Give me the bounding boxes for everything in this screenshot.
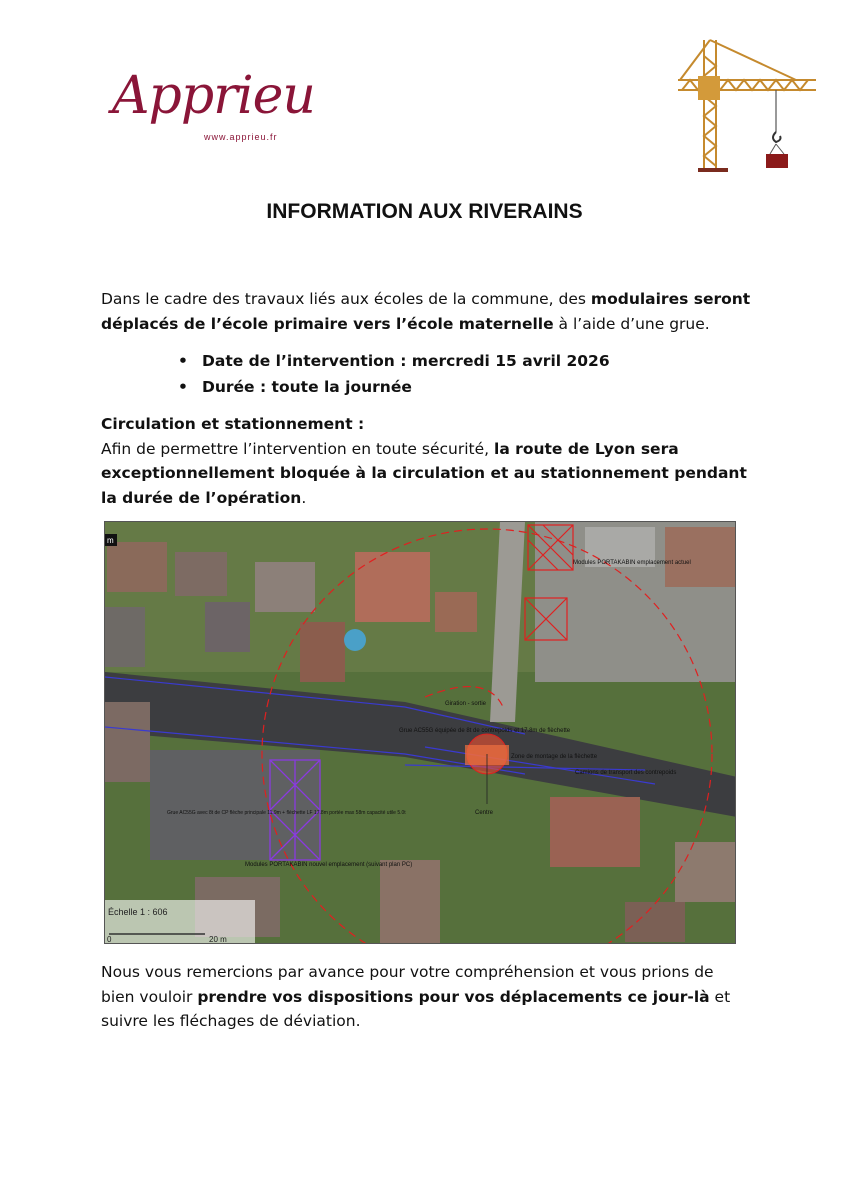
closing-paragraph (101, 960, 751, 1034)
map-label-grue: Grue AC55G équipée de 8t de contrepoids et 17.8m de flèchette (399, 728, 571, 734)
logo-wordmark: Apprieu (112, 66, 315, 126)
intro-text: Dans le cadre des travaux liés aux écoles de la commune, des (101, 290, 591, 308)
list-item-date: • Date de l’intervention : mercredi 15 avril 2026 (178, 348, 610, 374)
map-label-modules-nouvel: Modules PORTAKABIN nouvel emplacement (suivant plan PC) (245, 862, 413, 868)
map-label-camions: Camions de transport des contrepoids (575, 770, 677, 776)
map-scale-start: 0 (107, 935, 112, 944)
circulation-text: Afin de permettre l’intervention en toute sécurité, (101, 439, 494, 458)
list-item-duration: • Durée : toute la journée (178, 374, 610, 400)
map-label-centre: Centre (475, 810, 494, 816)
map-scale-end: 20 m (209, 935, 227, 944)
map-label-modules-actuel: Modules PORTAKABIN emplacement actuel (573, 560, 691, 566)
intro-paragraph (101, 287, 751, 336)
closing-bold: prendre vos dispositions pour vos déplacements ce jour-là (197, 987, 710, 1006)
circulation-section (101, 412, 751, 510)
map-label-zone-montage: Zone de montage de la flèchette (511, 754, 598, 760)
closing-text-end: et suivre les fléchages de déviation. (101, 987, 731, 1030)
circulation-heading: Circulation et stationnement : (101, 415, 365, 433)
circulation-bold: la route de Lyon sera exceptionnellement bloquée à la circulation et au stationnement pendant la durée de l’opération (101, 439, 747, 507)
map-label-grue-capacite: Grue AC55G avec 8t de CP flèche principale 11.9m + flèchette LF 17.8m portée max 58m capacité utile 5.0t (167, 810, 406, 816)
details-list (178, 348, 610, 400)
map-corner-label: m (107, 536, 114, 545)
circulation-text-end: . (301, 488, 307, 507)
page-title: INFORMATION AUX RIVERAINS (266, 200, 583, 223)
closing-text: Nous vous remercions par avance pour votre compréhension et vous prions de bien vouloir (101, 963, 714, 1006)
crane-illustration (676, 36, 818, 174)
apprieu-logo (112, 66, 315, 150)
aerial-site-plan (104, 521, 736, 944)
intro-text-end: à l’aide d’une grue. (553, 314, 710, 333)
map-label-giration: Giration - sortie (445, 701, 487, 707)
intro-bold: modulaires seront déplacés de l’école primaire vers l’école maternelle (101, 290, 751, 333)
logo-url: www.apprieu.fr (204, 132, 278, 142)
map-scale-text: Échelle 1 : 606 (108, 907, 168, 917)
